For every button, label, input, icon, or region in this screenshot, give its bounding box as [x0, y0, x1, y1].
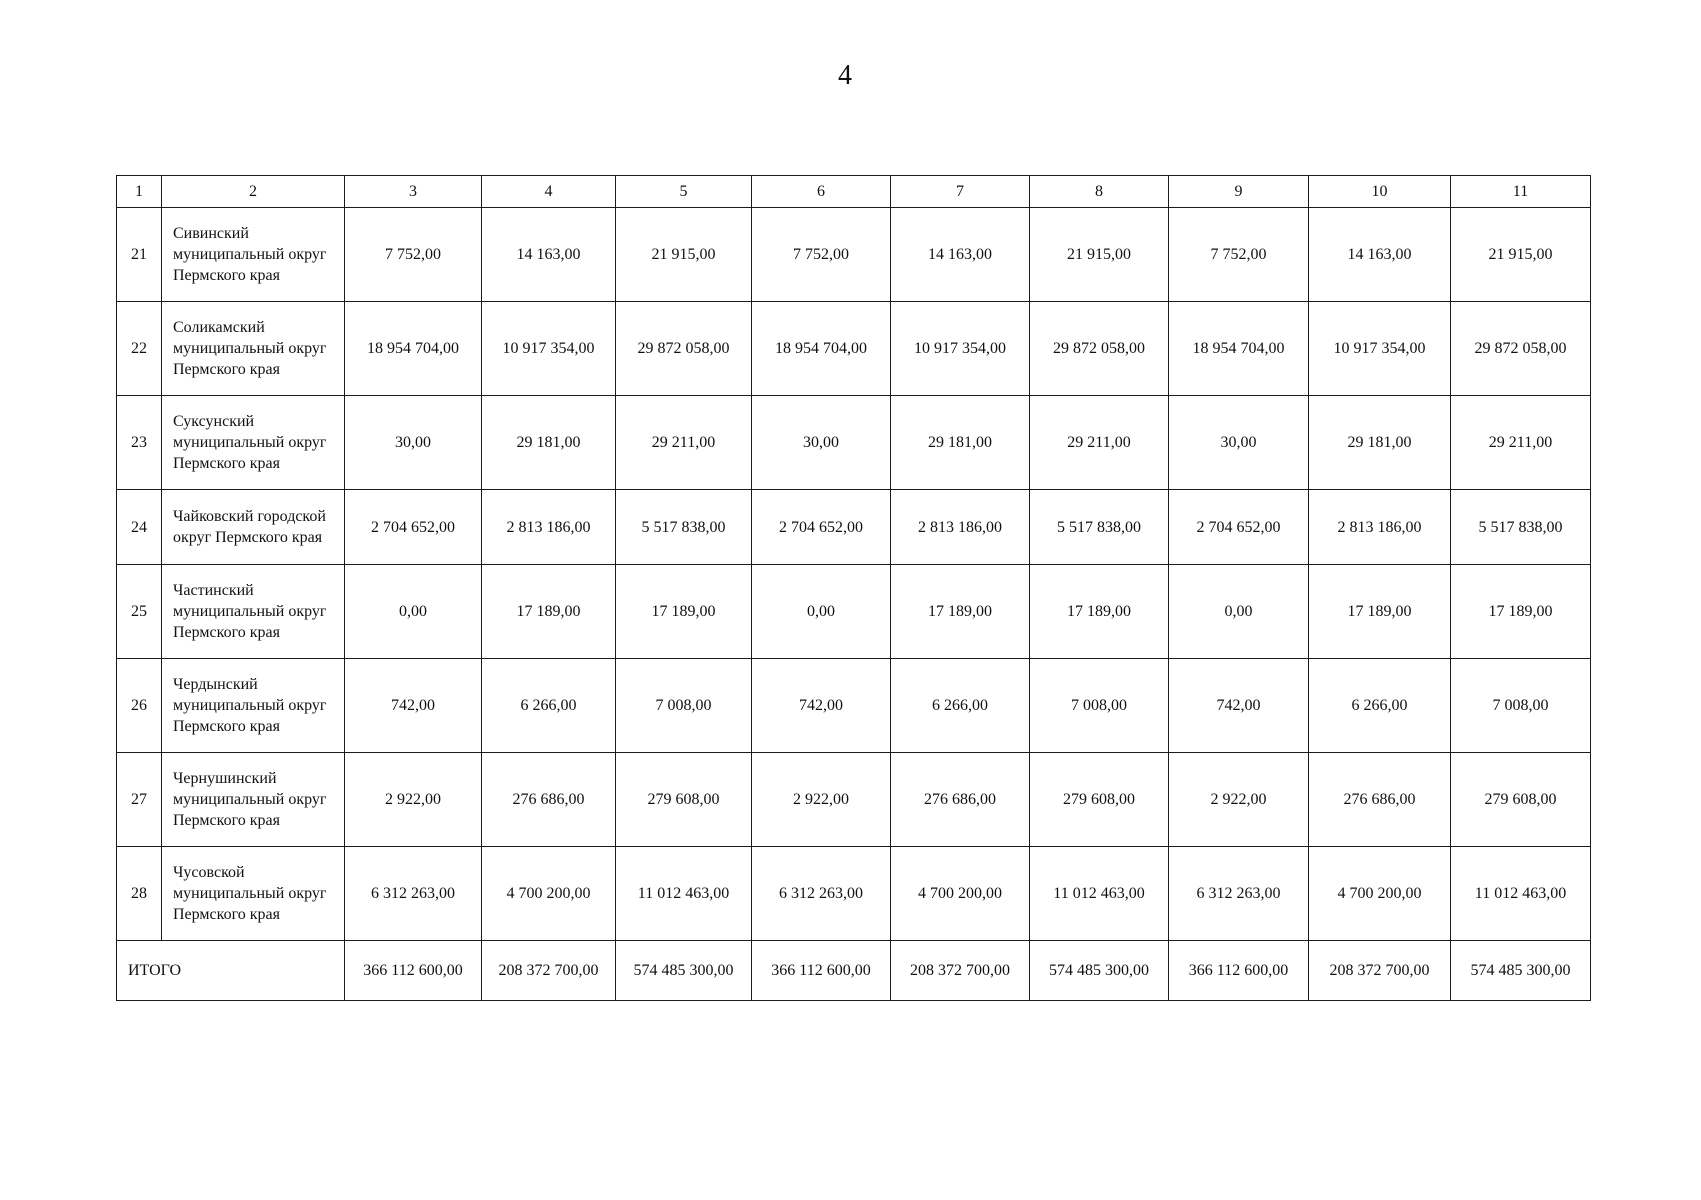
amount-cell: 14 163,00 [482, 208, 616, 302]
amount-cell: 21 915,00 [1451, 208, 1591, 302]
total-row [117, 941, 1591, 1001]
total-amount-cell: 208 372 700,00 [482, 941, 616, 1001]
municipality-name: Суксунский муниципальный округ Пермского края [162, 396, 345, 490]
amount-cell: 29 181,00 [891, 396, 1030, 490]
amount-cell: 21 915,00 [1030, 208, 1169, 302]
total-amount-cell: 574 485 300,00 [1451, 941, 1591, 1001]
amount-cell: 276 686,00 [482, 753, 616, 847]
total-amount-cell: 208 372 700,00 [1309, 941, 1451, 1001]
amount-cell: 18 954 704,00 [345, 302, 482, 396]
column-number: 6 [752, 176, 891, 208]
amount-cell: 279 608,00 [1451, 753, 1591, 847]
amount-cell: 17 189,00 [1309, 565, 1451, 659]
column-number: 4 [482, 176, 616, 208]
amount-cell: 6 312 263,00 [1169, 847, 1309, 941]
municipality-name: Частинский муниципальный округ Пермского края [162, 565, 345, 659]
amount-cell: 29 872 058,00 [1451, 302, 1591, 396]
table-row [117, 490, 1591, 565]
amount-cell: 0,00 [752, 565, 891, 659]
table-row [117, 659, 1591, 753]
amount-cell: 29 211,00 [1451, 396, 1591, 490]
table-row [117, 208, 1591, 302]
amount-cell: 29 872 058,00 [616, 302, 752, 396]
municipality-name: Чусовской муниципальный округ Пермского края [162, 847, 345, 941]
table-row [117, 753, 1591, 847]
table-row [117, 565, 1591, 659]
column-number: 11 [1451, 176, 1591, 208]
amount-cell: 2 922,00 [1169, 753, 1309, 847]
amount-cell: 742,00 [345, 659, 482, 753]
amount-cell: 7 008,00 [616, 659, 752, 753]
amount-cell: 17 189,00 [616, 565, 752, 659]
column-number: 9 [1169, 176, 1309, 208]
amount-cell: 2 813 186,00 [482, 490, 616, 565]
column-number: 1 [117, 176, 162, 208]
amount-cell: 17 189,00 [482, 565, 616, 659]
municipality-name: Чердынский муниципальный округ Пермского края [162, 659, 345, 753]
table-row [117, 396, 1591, 490]
municipality-name: Чайковский городской округ Пермского края [162, 490, 345, 565]
amount-cell: 5 517 838,00 [1030, 490, 1169, 565]
column-number: 3 [345, 176, 482, 208]
amount-cell: 742,00 [1169, 659, 1309, 753]
amount-cell: 2 813 186,00 [891, 490, 1030, 565]
row-number: 21 [117, 208, 162, 302]
column-number: 2 [162, 176, 345, 208]
municipality-name: Чернушинский муниципальный округ Пермского края [162, 753, 345, 847]
amount-cell: 11 012 463,00 [1451, 847, 1591, 941]
amount-cell: 279 608,00 [1030, 753, 1169, 847]
total-amount-cell: 574 485 300,00 [1030, 941, 1169, 1001]
row-number: 27 [117, 753, 162, 847]
amount-cell: 21 915,00 [616, 208, 752, 302]
row-number: 28 [117, 847, 162, 941]
amount-cell: 18 954 704,00 [752, 302, 891, 396]
amount-cell: 10 917 354,00 [482, 302, 616, 396]
amount-cell: 14 163,00 [891, 208, 1030, 302]
amount-cell: 29 211,00 [1030, 396, 1169, 490]
column-number: 5 [616, 176, 752, 208]
amount-cell: 4 700 200,00 [482, 847, 616, 941]
amount-cell: 6 266,00 [482, 659, 616, 753]
amount-cell: 742,00 [752, 659, 891, 753]
amount-cell: 4 700 200,00 [1309, 847, 1451, 941]
amount-cell: 30,00 [345, 396, 482, 490]
amount-cell: 29 181,00 [1309, 396, 1451, 490]
column-number: 8 [1030, 176, 1169, 208]
amount-cell: 7 752,00 [752, 208, 891, 302]
amount-cell: 4 700 200,00 [891, 847, 1030, 941]
total-amount-cell: 366 112 600,00 [345, 941, 482, 1001]
amount-cell: 5 517 838,00 [616, 490, 752, 565]
amount-cell: 2 813 186,00 [1309, 490, 1451, 565]
amount-cell: 0,00 [345, 565, 482, 659]
page-number: 4 [838, 60, 852, 91]
total-amount-cell: 366 112 600,00 [752, 941, 891, 1001]
amount-cell: 6 312 263,00 [345, 847, 482, 941]
amount-cell: 29 872 058,00 [1030, 302, 1169, 396]
amount-cell: 17 189,00 [891, 565, 1030, 659]
amount-cell: 29 181,00 [482, 396, 616, 490]
amount-cell: 5 517 838,00 [1451, 490, 1591, 565]
amount-cell: 7 752,00 [345, 208, 482, 302]
amount-cell: 7 752,00 [1169, 208, 1309, 302]
row-number: 26 [117, 659, 162, 753]
amount-cell: 11 012 463,00 [1030, 847, 1169, 941]
amount-cell: 30,00 [752, 396, 891, 490]
amount-cell: 17 189,00 [1451, 565, 1591, 659]
municipality-name: Сивинский муниципальный округ Пермского края [162, 208, 345, 302]
row-number: 24 [117, 490, 162, 565]
amount-cell: 6 312 263,00 [752, 847, 891, 941]
table-row [117, 847, 1591, 941]
row-number: 25 [117, 565, 162, 659]
amount-cell: 11 012 463,00 [616, 847, 752, 941]
column-number: 7 [891, 176, 1030, 208]
amount-cell: 2 704 652,00 [1169, 490, 1309, 565]
total-label: ИТОГО [117, 941, 345, 1001]
amount-cell: 6 266,00 [1309, 659, 1451, 753]
total-amount-cell: 208 372 700,00 [891, 941, 1030, 1001]
total-amount-cell: 366 112 600,00 [1169, 941, 1309, 1001]
row-number: 23 [117, 396, 162, 490]
amount-cell: 2 704 652,00 [752, 490, 891, 565]
amount-cell: 276 686,00 [891, 753, 1030, 847]
amount-cell: 29 211,00 [616, 396, 752, 490]
amount-cell: 7 008,00 [1030, 659, 1169, 753]
amount-cell: 10 917 354,00 [1309, 302, 1451, 396]
amount-cell: 2 922,00 [752, 753, 891, 847]
budget-table [116, 175, 1591, 1001]
amount-cell: 279 608,00 [616, 753, 752, 847]
total-amount-cell: 574 485 300,00 [616, 941, 752, 1001]
amount-cell: 18 954 704,00 [1169, 302, 1309, 396]
table-row [117, 302, 1591, 396]
column-number-row [117, 176, 1591, 208]
amount-cell: 2 922,00 [345, 753, 482, 847]
amount-cell: 14 163,00 [1309, 208, 1451, 302]
amount-cell: 10 917 354,00 [891, 302, 1030, 396]
amount-cell: 7 008,00 [1451, 659, 1591, 753]
amount-cell: 2 704 652,00 [345, 490, 482, 565]
amount-cell: 30,00 [1169, 396, 1309, 490]
column-number: 10 [1309, 176, 1451, 208]
amount-cell: 0,00 [1169, 565, 1309, 659]
amount-cell: 17 189,00 [1030, 565, 1169, 659]
amount-cell: 276 686,00 [1309, 753, 1451, 847]
municipality-name: Соликамский муниципальный округ Пермского края [162, 302, 345, 396]
amount-cell: 6 266,00 [891, 659, 1030, 753]
row-number: 22 [117, 302, 162, 396]
